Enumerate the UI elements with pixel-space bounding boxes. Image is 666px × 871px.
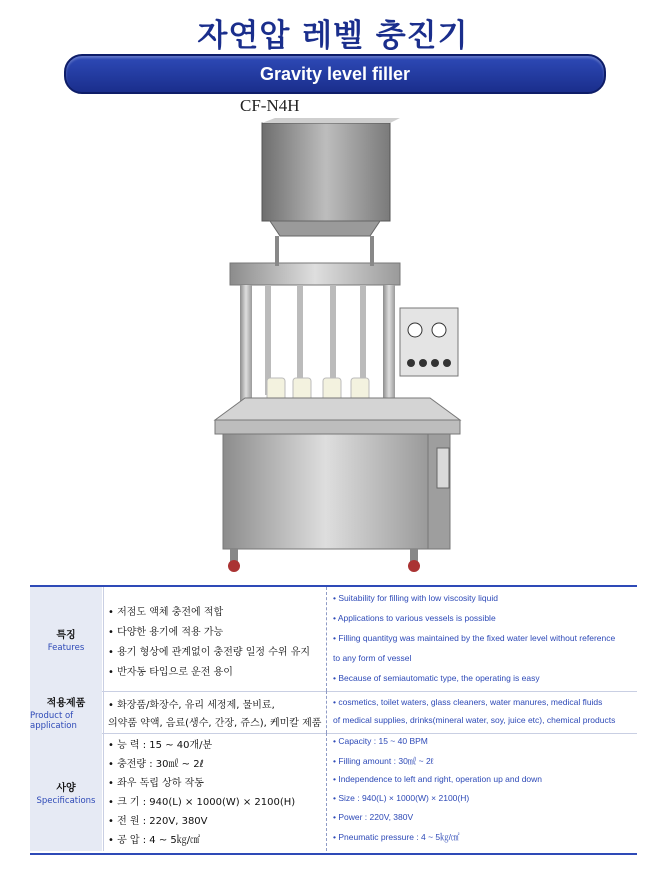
application-row [30, 691, 637, 734]
model-number: CF-N4H [240, 96, 300, 115]
specifications-ko-item: • 충전량 : 30㎖ ~ 2ℓ [108, 759, 204, 770]
features-ko-item: • 용기 형상에 관계없이 충전량 일정 수위 유지 [108, 647, 311, 658]
features-en-item: • Filling quantityg was maintained by the fixed water level without reference [333, 633, 616, 643]
features-ko-item: • 다양한 용기에 적용 가능 [108, 627, 224, 638]
specifications-heading [30, 733, 102, 851]
specifications-en-item: • Size : 940(L) × 1000(W) × 2100(H) [333, 793, 470, 803]
features-ko-item: • 저점도 액체 충전에 적합 [108, 607, 224, 618]
application-en-item: of medical supplies, drinks(mineral water, soy, juice etc), chemical products [333, 715, 616, 725]
specifications-heading-en: Specifications [36, 795, 96, 806]
features-heading [30, 587, 102, 691]
application-en-item: • cosmetics, toilet waters, glass cleaners, water manures, medical fluids [333, 697, 603, 707]
banner-text: Gravity level filler [259, 64, 411, 84]
features-en-item: • Because of semiautomatic type, the operating is easy [333, 673, 540, 683]
features-en-item: • Applications to various vessels is possible [333, 613, 496, 623]
page-title: 자연압 레벨 충진기 [197, 18, 469, 54]
application-heading [30, 691, 102, 733]
specifications-ko-item: • 능 력 : 15 ~ 40개/분 [108, 740, 213, 751]
application-heading-en: Product of application [30, 710, 77, 731]
features-en-item: • Suitability for filling with low viscosity liquid [333, 593, 499, 603]
specifications-ko-item: • 크 기 : 940(L) × 1000(W) × 2100(H) [108, 797, 296, 808]
features-ko-item: • 반자동 타입으로 운전 용이 [108, 667, 233, 678]
features-heading-ko: 특징 [56, 629, 76, 641]
application-heading-ko: 적용제품 [46, 697, 86, 709]
specifications-row [30, 733, 637, 851]
specifications-en-item: • Independence to left and right, operation up and down [333, 774, 543, 784]
specification-table [30, 585, 637, 855]
features-heading-en: Features [47, 642, 85, 653]
specifications-en-item: • Power : 220V, 380V [333, 812, 414, 822]
application-ko-item: 의약품 약액, 음료(생수, 간장, 쥬스), 케미칼 제품 [108, 718, 322, 729]
specifications-en-item: • Pneumatic pressure : 4 ~ 5㎏/㎠ [333, 832, 460, 842]
application-ko-cell [103, 691, 326, 733]
specifications-ko-item: • 전 원 : 220V, 380V [108, 816, 208, 827]
specifications-en-item: • Filling amount : 30㎖ ~ 2ℓ [333, 756, 434, 766]
specifications-ko-item: • 좌우 독립 상하 작동 [108, 778, 204, 789]
features-en-cell [326, 587, 638, 691]
specifications-en-item: • Capacity : 15 ~ 40 BPM [333, 736, 428, 746]
specifications-ko-item: • 공 압 : 4 ~ 5㎏/㎠ [108, 835, 201, 846]
features-ko-cell [103, 587, 326, 691]
specifications-heading-ko: 사양 [56, 782, 76, 794]
application-ko-item: • 화장품/화장수, 유리 세정제, 물비료, [108, 700, 275, 711]
specifications-en-cell [326, 733, 638, 851]
specifications-ko-cell [103, 733, 326, 851]
title-banner [64, 54, 606, 94]
features-en-item: to any form of vessel [333, 653, 412, 663]
features-row [30, 587, 637, 692]
application-en-cell [326, 691, 638, 733]
machine-photo [205, 118, 485, 578]
